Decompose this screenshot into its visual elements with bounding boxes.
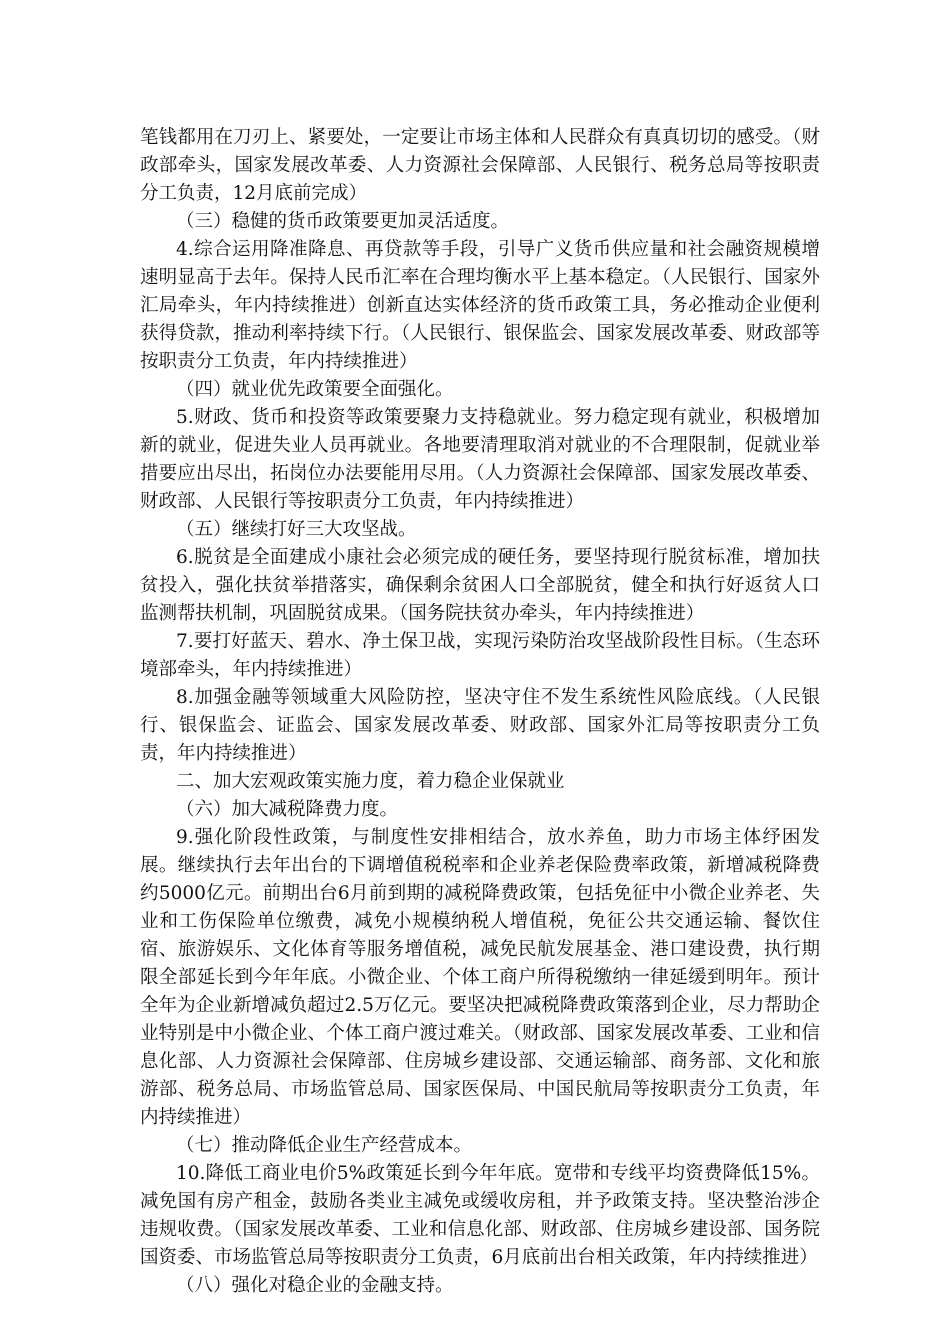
item-9: 9.强化阶段性政策，与制度性安排相结合，放水养鱼，助力市场主体纾困发展。继续执行去年出台的下调增值税税率和企业养老保险费率政策，新增减税降费约5000亿元。前期出台6月前到期的减税降费政策，包括免征中小微企业养老、失业和工伤保险单位缴费，减免小规模纳税人增值税，免征公共交通运输、餐饮住宿、旅游娱乐、文化体育等服务增值税，减免民航发展基金、港口建设费，执行期限全部延长到今年年底。小微企业、个体工商户所得税缴纳一律延缓到明年。预计全年为企业新增减负超过2.5万亿元。要坚决把减税降费政策落到企业，尽力帮助企业特别是中小微企业、个体工商户渡过难关。（财政部、国家发展改革委、工业和信息化部、人力资源社会保障部、住房城乡建设部、交通运输部、商务部、文化和旅游部、税务总局、市场监管总局、国家医保局、中国民航局等按职责分工负责，年内持续推进） xyxy=(140,827,820,1128)
item-5: 5.财政、货币和投资等政策要聚力支持稳就业。努力稳定现有就业，积极增加新的就业，促进失业人员再就业。各地要清理取消对就业的不合理限制，促就业举措要应出尽出，拓岗位办法要能用尽用。（人力资源社会保障部、国家发展改革委、财政部、人民银行等按职责分工负责，年内持续推进） xyxy=(140,407,820,512)
item-4: 4.综合运用降准降息、再贷款等手段，引导广义货币供应量和社会融资规模增速明显高于去年。保持人民币汇率在合理均衡水平上基本稳定。（人民银行、国家外汇局牵头，年内持续推进）创新直达实体经济的货币政策工具，务必推动企业便利获得贷款，推动利率持续下行。（人民银行、银保监会、国家发展改革委、财政部等按职责分工负责，年内持续推进） xyxy=(140,239,820,372)
section-heading-3: （三）稳健的货币政策要更加灵活适度。 xyxy=(176,211,510,232)
item-6: 6.脱贫是全面建成小康社会必须完成的硬任务，要坚持现行脱贫标准，增加扶贫投入，强化扶贫举措落实，确保剩余贫困人口全部脱贫，健全和执行好返贫人口监测帮扶机制，巩固脱贫成果。（国务院扶贫办牵头，年内持续推进） xyxy=(140,547,820,624)
section-heading-7: （七）推动降低企业生产经营成本。 xyxy=(176,1135,473,1156)
item-8: 8.加强金融等领域重大风险防控，坚决守住不发生系统性风险底线。（人民银行、银保监会、证监会、国家发展改革委、财政部、国家外汇局等按职责分工负责，年内持续推进） xyxy=(140,687,820,764)
section-heading-6: （六）加大减税降费力度。 xyxy=(176,799,399,820)
part-heading-2: 二、加大宏观政策实施力度，着力稳企业保就业 xyxy=(176,771,565,792)
section-heading-4: （四）就业优先政策要全面强化。 xyxy=(176,379,454,400)
section-heading-8: （八）强化对稳企业的金融支持。 xyxy=(176,1275,454,1296)
item-7: 7.要打好蓝天、碧水、净土保卫战，实现污染防治攻坚战阶段性目标。（生态环境部牵头，年内持续推进） xyxy=(140,631,820,680)
paragraph-continuation: 笔钱都用在刀刃上、紧要处，一定要让市场主体和人民群众有真真切切的感受。（财政部牵头，国家发展改革委、人力资源社会保障部、人民银行、税务总局等按职责分工负责，12月底前完成） xyxy=(140,127,820,204)
item-10: 10.降低工商业电价5%政策延长到今年年底。宽带和专线平均资费降低15%。减免国有房产租金，鼓励各类业主减免或缓收房租，并予政策支持。坚决整治涉企违规收费。（国家发展改革委、工业和信息化部、财政部、住房城乡建设部、国务院国资委、市场监管总局等按职责分工负责，6月底前出台相关政策，年内持续推进） xyxy=(140,1163,820,1268)
section-heading-5: （五）继续打好三大攻坚战。 xyxy=(176,519,417,540)
document-body xyxy=(140,124,820,1300)
